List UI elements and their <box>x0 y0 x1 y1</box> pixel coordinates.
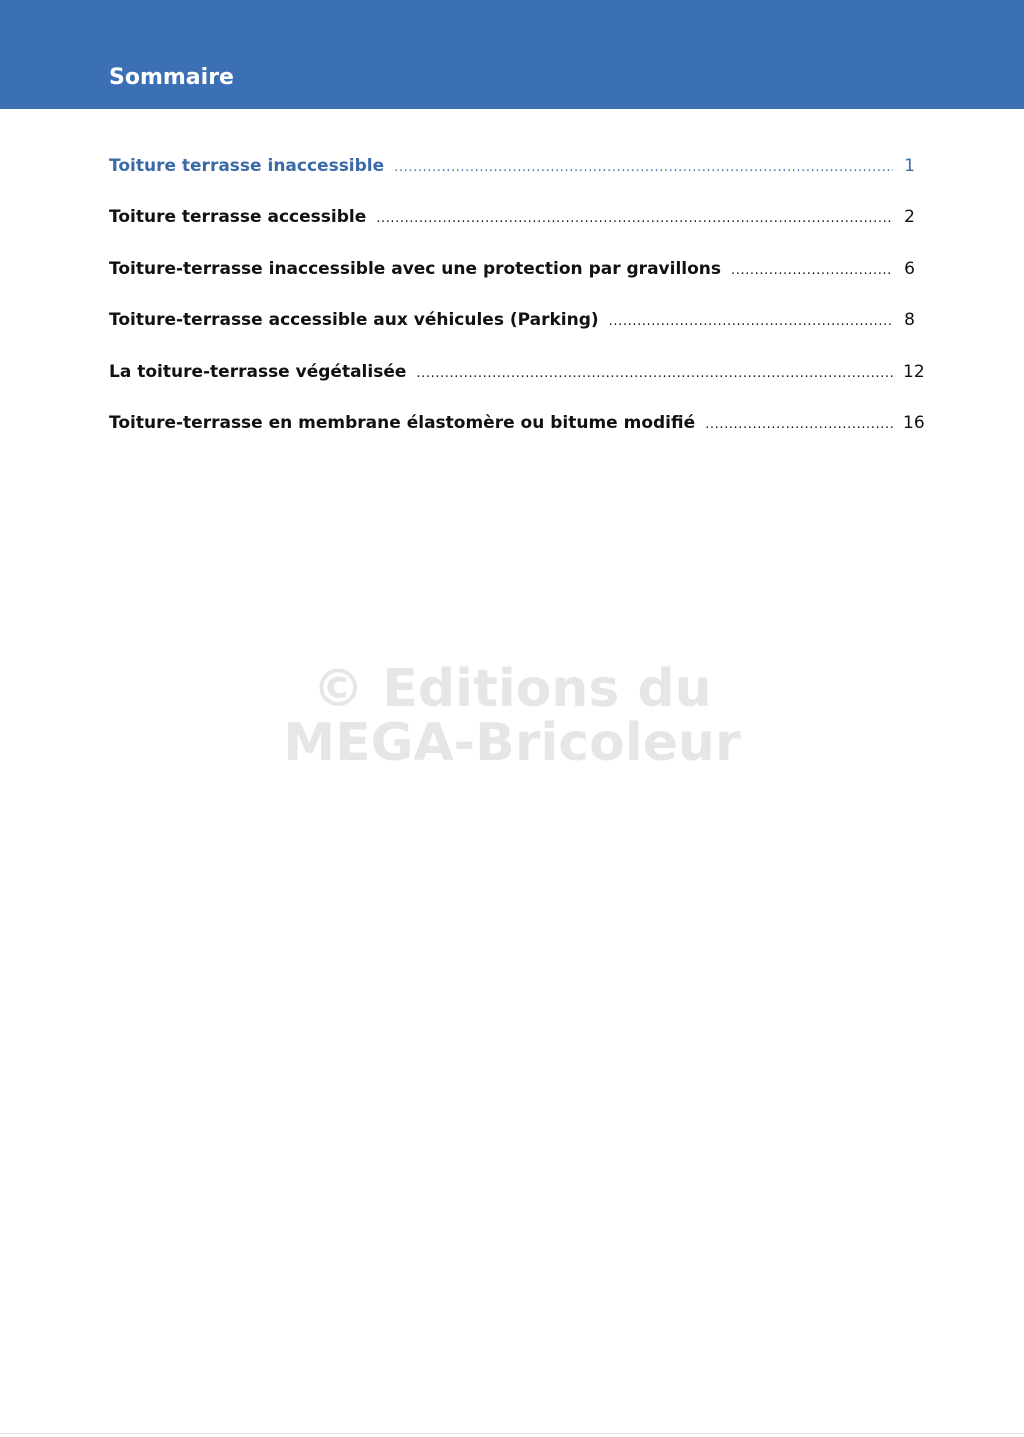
watermark-line-2: MEGA-Bricoleur <box>283 713 741 773</box>
toc-page-number[interactable]: 16 <box>903 412 925 433</box>
toc-dot-leader <box>705 417 893 432</box>
toc-entry-title[interactable]: Toiture terrasse inaccessible <box>109 156 385 176</box>
watermark-line-1: © Editions du <box>312 659 712 719</box>
toc-entry-membrane-elastomere[interactable] <box>109 412 925 464</box>
toc-dot-leader <box>416 366 893 381</box>
toc-dot-leader <box>376 211 893 226</box>
toc-page-number[interactable]: 8 <box>904 310 915 331</box>
page-title: Sommaire <box>109 65 234 90</box>
toc-entry-title[interactable]: Toiture-terrasse inaccessible avec une protection par gravillons <box>109 258 721 279</box>
toc-page-number[interactable]: 1 <box>904 156 915 176</box>
toc-entry-parking[interactable] <box>109 310 915 361</box>
toc-entry-toiture-terrasse-accessible[interactable] <box>109 207 915 258</box>
toc-dot-leader <box>731 263 893 278</box>
toc-entry-gravillons[interactable] <box>109 259 915 310</box>
toc-entry-title[interactable]: Toiture-terrasse en membrane élastomère ou bitume modifié <box>109 412 696 433</box>
toc-page-number[interactable]: 12 <box>903 361 925 382</box>
toc-entry-title[interactable]: Toiture-terrasse accessible aux véhicules (Parking) <box>109 310 599 331</box>
toc-entry-title[interactable]: La toiture-terrasse végétalisée <box>109 361 407 382</box>
watermark <box>240 659 784 773</box>
toc-dot-leader <box>394 160 893 175</box>
toc-page-number[interactable]: 6 <box>904 258 915 279</box>
page-bottom-rule <box>0 1433 1024 1434</box>
toc-entry-vegetalisee[interactable] <box>109 361 925 413</box>
toc-dot-leader <box>609 314 893 329</box>
header-band <box>0 0 1024 109</box>
toc-page-number[interactable]: 2 <box>904 207 915 228</box>
toc-entry-title[interactable]: Toiture terrasse accessible <box>109 207 367 228</box>
toc-entry-toiture-terrasse-inaccessible[interactable] <box>109 156 915 207</box>
table-of-contents <box>109 156 925 464</box>
